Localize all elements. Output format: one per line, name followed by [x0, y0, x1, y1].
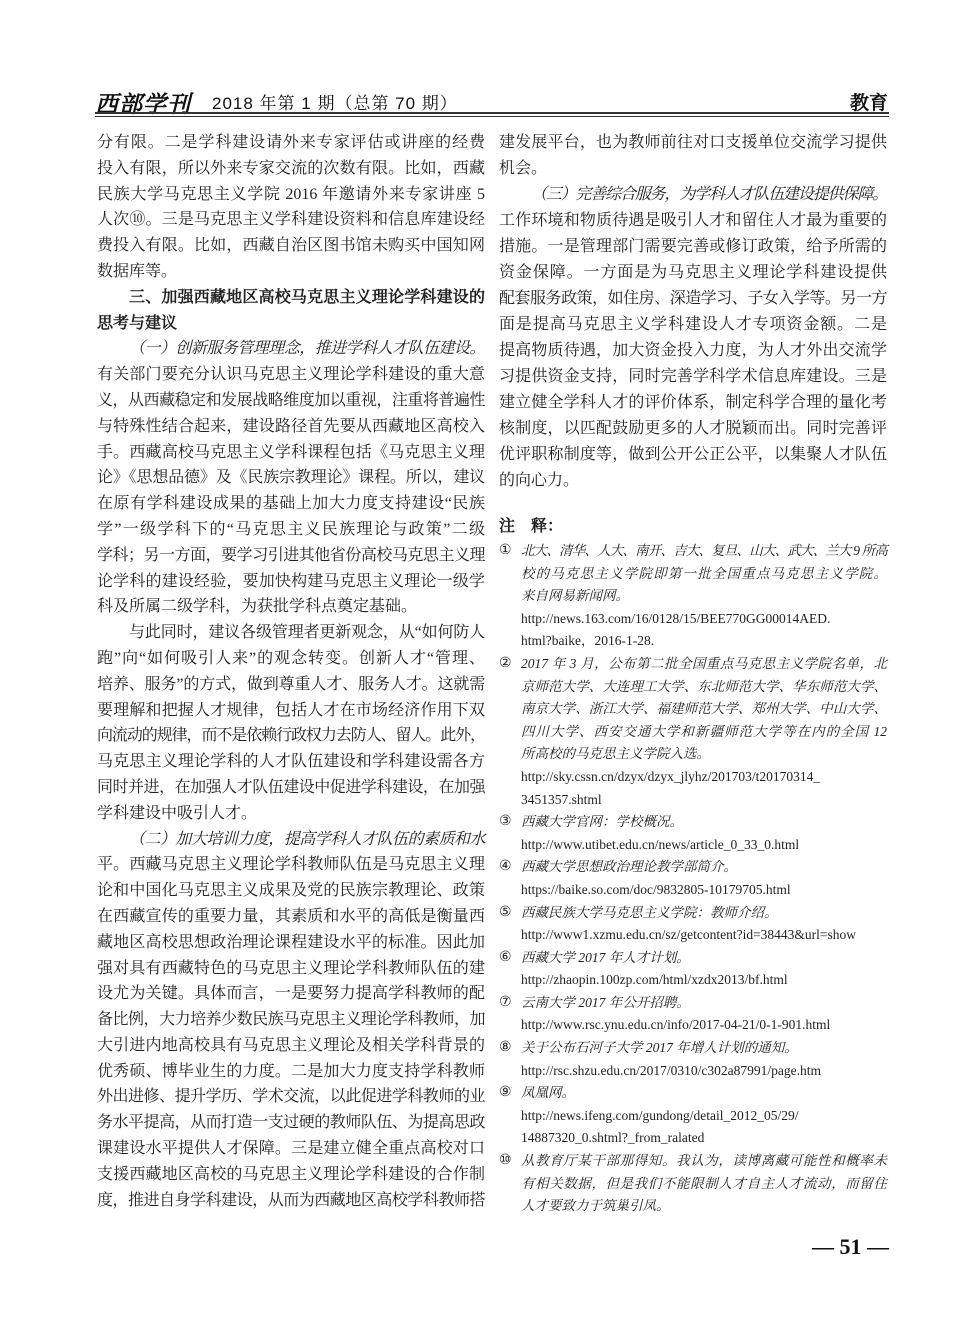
- text-line: 分有限。二是学科建设请外来专家评估或讲座的经费: [97, 134, 485, 151]
- text-line: 度，推进自身学科建设，从而为西藏地区高校学科教师搭: [97, 1191, 486, 1209]
- footnote-marker: ⑨: [499, 1085, 512, 1101]
- footnote-url[interactable]: http://news.ifeng.com/gundong/detail_2012_05/29/: [521, 1107, 799, 1123]
- text-line: 建发展平台，也为教师前往对口支援单位交流学习提供: [499, 134, 887, 151]
- footnote-text: 凤凰网。: [521, 1085, 575, 1101]
- text-line: 课建设水平提供人才保障。三是建立健全重点高校对口: [97, 1140, 485, 1158]
- text-line: 优秀硕、博毕业生的力度。二是加大力度支持学科教师: [97, 1062, 485, 1080]
- text-line: 三、加强西藏地区高校马克思主义理论学科建设的: [129, 288, 485, 306]
- text-line: 跑”向“如何吸引人来”的观念转变。创新人才“管理、: [97, 649, 485, 667]
- text-line: 同时并进，在加强人才队伍建设中促进学科建设，在加强: [97, 778, 486, 796]
- paragraph: [97, 130, 485, 285]
- footnote-marker: ⑤: [499, 904, 512, 920]
- footnote-text: 西藏大学 2017 年人才计划。: [521, 949, 690, 965]
- text-line: 手。西藏高校马克思主义学科课程包括《马克思主义理: [97, 443, 485, 461]
- footnote-url[interactable]: http://zhaopin.100zp.com/html/xzdx2013/bf.html: [521, 972, 788, 988]
- footnote-text: 校的马克思主义学院即第一批全国重点马克思主义学院。: [521, 565, 887, 581]
- text-line: 向流动的规律，而不是依赖行政权力去防人、留人。此外，: [97, 727, 486, 745]
- footnote-text: 人才要致力于筑巢引凤。: [521, 1198, 670, 1214]
- footnote-item: [499, 653, 889, 811]
- footnote-marker: ⑥: [499, 949, 512, 965]
- journal-logo: 西部学刊: [95, 92, 191, 117]
- footnote-text: 2017 年 3 月，公布第二批全国重点马克思主义学院名单，北: [521, 655, 887, 671]
- text-line: （二）加大培训力度，提高学科人才队伍的素质和水: [129, 830, 486, 848]
- left-column: [97, 130, 485, 1213]
- text-line: 建立健全学科人才的评价体系，制定科学合理的量化考: [499, 394, 887, 411]
- header-rule-thin: [95, 116, 889, 117]
- footnote-url[interactable]: html?baike，2016-1-28.: [521, 633, 655, 649]
- text-line: 人次⑩。三是马克思主义学科建设资料和信息库建设经: [97, 211, 485, 229]
- footnote-url[interactable]: http://www.rsc.ynu.edu.cn/info/2017-04-21/0-1-901.html: [521, 1017, 831, 1033]
- text-line: 论学科的建设经验，要加快构建马克思主义理论一级学: [97, 572, 485, 590]
- footnote-text: 来自网易新闻网。: [521, 588, 629, 604]
- footnote-text: 关于公布石河子大学 2017 年增人计划的通知。: [521, 1040, 798, 1056]
- footnote-marker: ⑧: [499, 1040, 512, 1056]
- footnote-text: 云南大学 2017 年公开招聘。: [521, 994, 690, 1010]
- footnote-url[interactable]: http://sky.cssn.cn/dzyx/dzyx_jlyhz/201703/t20170314_: [521, 768, 821, 784]
- text-line: 支援西藏地区高校的马克思主义理论学科建设的合作制: [97, 1165, 485, 1183]
- page-number: — 51 —: [812, 1234, 889, 1259]
- issue-info: 2018 年第 1 期（总第 70 期）: [212, 94, 458, 113]
- paragraph: [499, 130, 887, 182]
- subsection-paragraph: [97, 336, 485, 620]
- text-line: 平。西藏马克思主义理论学科教师队伍是马克思主义理: [97, 856, 485, 874]
- text-line: 论和中国化马克思主义成果及党的民族宗教理论、政策: [97, 882, 485, 900]
- header-rule: [95, 112, 889, 114]
- footnote-text: 西藏大学官网：学校概况。: [521, 814, 683, 830]
- footnote-url[interactable]: http://www.utibet.edu.cn/news/article_0_33_0.html: [521, 836, 800, 852]
- footnote-item: [499, 811, 889, 856]
- text-line: 与特殊性结合起来，建设路径首先要从西藏地区高校入: [97, 417, 485, 435]
- footnote-url[interactable]: https://baike.so.com/doc/9832805-10179705.html: [521, 881, 791, 897]
- footnote-marker: ⑩: [499, 1153, 512, 1169]
- subsection-paragraph: [499, 182, 887, 494]
- text-line: 学”一级学科下的“马克思主义民族理论与政策”二级: [97, 520, 485, 538]
- text-line: 与此同时，建议各级管理者更新观念，从“如何防人: [129, 624, 486, 642]
- text-line: 在西藏宣传的重要力量，其素质和水平的高低是衡量西: [97, 907, 485, 925]
- footnote-text: 北大、清华、人大、南开、吉大、复旦、山大、武大、兰大 9 所高: [521, 543, 887, 558]
- text-line: 科及所属二级学科，为获批学科点奠定基础。: [97, 598, 418, 616]
- footnote-item: [499, 1150, 889, 1218]
- footnote-item: [499, 1037, 889, 1082]
- footnote-url[interactable]: http://www1.xzmu.edu.cn/sz/getcontent?id=38443&url=show: [521, 927, 857, 943]
- footnote-marker: ①: [499, 543, 512, 558]
- text-line: 习提供资金支持，同时完善学科学术信息库建设。三是: [499, 368, 887, 385]
- text-line: 大引进内地高校具有马克思主义理论及相关学科背景的: [97, 1036, 485, 1054]
- text-line: 工作环境和物质待遇是吸引人才和留住人才最为重要的: [499, 212, 887, 229]
- footnote-text: 从教育厅某干部那得知。我认为，读博离藏可能性和概率未: [521, 1153, 887, 1169]
- text-line: 藏地区高校思想政治理论课程建设水平的标准。因此加: [97, 933, 485, 951]
- section-heading: [97, 285, 485, 337]
- text-line: 思考与建议: [97, 314, 178, 332]
- text-line: 提高物质待遇，加大资金投入力度，为人才外出交流学: [499, 342, 887, 359]
- text-line: 设尤为关键。具体而言，一是要努力提高学科教师的配: [97, 985, 485, 1003]
- text-line: 费投入有限。比如，西藏自治区图书馆未购买中国知网: [97, 237, 485, 255]
- text-line: 资金保障。一方面是为马克思主义理论学科建设提供: [499, 264, 887, 281]
- footnote-marker: ⑦: [499, 994, 512, 1010]
- footnote-marker: ④: [499, 859, 512, 875]
- right-column: [499, 130, 887, 494]
- text-line: 优评职称制度等，做到公开公正公平，以集聚人才队伍: [499, 446, 887, 463]
- text-line: 培养、服务”的方式，做到尊重人才、服务人才。这就需: [97, 675, 486, 693]
- footnote-url[interactable]: 3451357.shtml: [521, 791, 602, 807]
- footnote-text: 南京大学、浙江大学、福建师范大学、郑州大学、中山大学、: [521, 701, 887, 717]
- footnote-item: [499, 902, 889, 947]
- footnote-item: [499, 992, 889, 1037]
- text-line: （三）完善综合服务，为学科人才队伍建设提供保障。: [531, 186, 888, 203]
- footnote-item: [499, 856, 889, 901]
- paragraph: [97, 620, 485, 826]
- text-line: 义，从西藏稳定和发展战略维度加以重视，注重将普遍性: [97, 391, 486, 409]
- text-line: 外出进修、提升学历、学术交流，以此促进学科教师的业: [97, 1088, 486, 1106]
- text-line: 务水平提高，从而打造一支过硬的教师队伍、为提高思政: [97, 1114, 486, 1132]
- footnote-item: [499, 1082, 889, 1150]
- text-line: 数据库等。: [97, 262, 178, 280]
- footnote-marker: ③: [499, 814, 512, 830]
- text-line: 投入有限，所以外来专家交流的次数有限。比如，西藏: [97, 159, 485, 177]
- footnote-text: 京师范大学、大连理工大学、东北师范大学、华东师范大学、: [521, 678, 887, 694]
- footnote-url[interactable]: http://rsc.shzu.edu.cn/2017/0310/c302a87991/page.htm: [521, 1062, 821, 1078]
- footnotes: [499, 514, 889, 1218]
- text-line: 配套服务政策，如住房、深造学习、子女入学等。另一方: [499, 290, 888, 307]
- text-line: 民族大学马克思主义学院 2016 年邀请外来专家讲座 5: [97, 185, 485, 203]
- footnote-text: 西藏大学思想政治理论教学部简介。: [521, 859, 737, 875]
- text-line: 马克思主义理论学科的人才队伍建设和学科建设需各方: [97, 753, 485, 771]
- text-line: 备比例，大力培养少数民族马克思主义理论学科教师，加: [97, 1011, 486, 1029]
- footnote-item: [499, 540, 889, 653]
- footnote-text: 有相关数据，但是我们不能限制人才自主人才流动，而留住: [521, 1175, 887, 1191]
- text-line: 强对具有西藏特色的马克思主义理论学科教师队伍的建: [97, 959, 485, 977]
- text-line: 有关部门要充分认识马克思主义理论学科建设的重大意: [97, 366, 485, 384]
- footnote-text: 所高校的马克思主义学院入选。: [521, 746, 710, 762]
- footnote-url[interactable]: 14887320_0.shtml?_from_ralated: [521, 1130, 705, 1146]
- text-line: （一）创新服务管理理念，推进学科人才队伍建设。: [129, 340, 486, 358]
- section-label: 教育: [849, 93, 888, 114]
- text-line: 在原有学科建设成果的基础上加大力度支持建设“民族: [97, 495, 485, 513]
- text-line: 学科；另一方面，要学习引进其他省份高校马克思主义理: [97, 546, 486, 564]
- text-line: 机会。: [499, 160, 548, 177]
- text-line: 面是提高马克思主义学科建设人才专项资金额。二是: [499, 316, 887, 333]
- footnotes-title: 注 释：: [499, 518, 564, 535]
- footnote-text: 西藏民族大学马克思主义学院：教师介绍。: [521, 904, 778, 920]
- footnote-item: [499, 947, 889, 992]
- text-line: 措施。一是管理部门需要完善或修订政策，给予所需的: [499, 238, 887, 255]
- text-line: 学科建设中吸引人才。: [97, 804, 258, 822]
- text-line: 论》《思想品德》及《民族宗教理论》课程。所以，建议: [97, 469, 486, 487]
- footnote-text: 四川大学、西安交通大学和新疆师范大学等在内的全国 12: [521, 723, 887, 739]
- text-line: 的向心力。: [499, 472, 580, 489]
- subsection-paragraph: [97, 827, 485, 1214]
- text-line: 要理解和把握人才规律，包括人才在市场经济作用下双: [97, 701, 485, 719]
- footnote-url[interactable]: http://news.163.com/16/0128/15/BEE770GG00014AED.: [521, 610, 831, 626]
- text-line: 核制度，以匹配鼓励更多的人才脱颖而出。同时完善评: [499, 420, 887, 437]
- footnote-marker: ②: [499, 655, 512, 671]
